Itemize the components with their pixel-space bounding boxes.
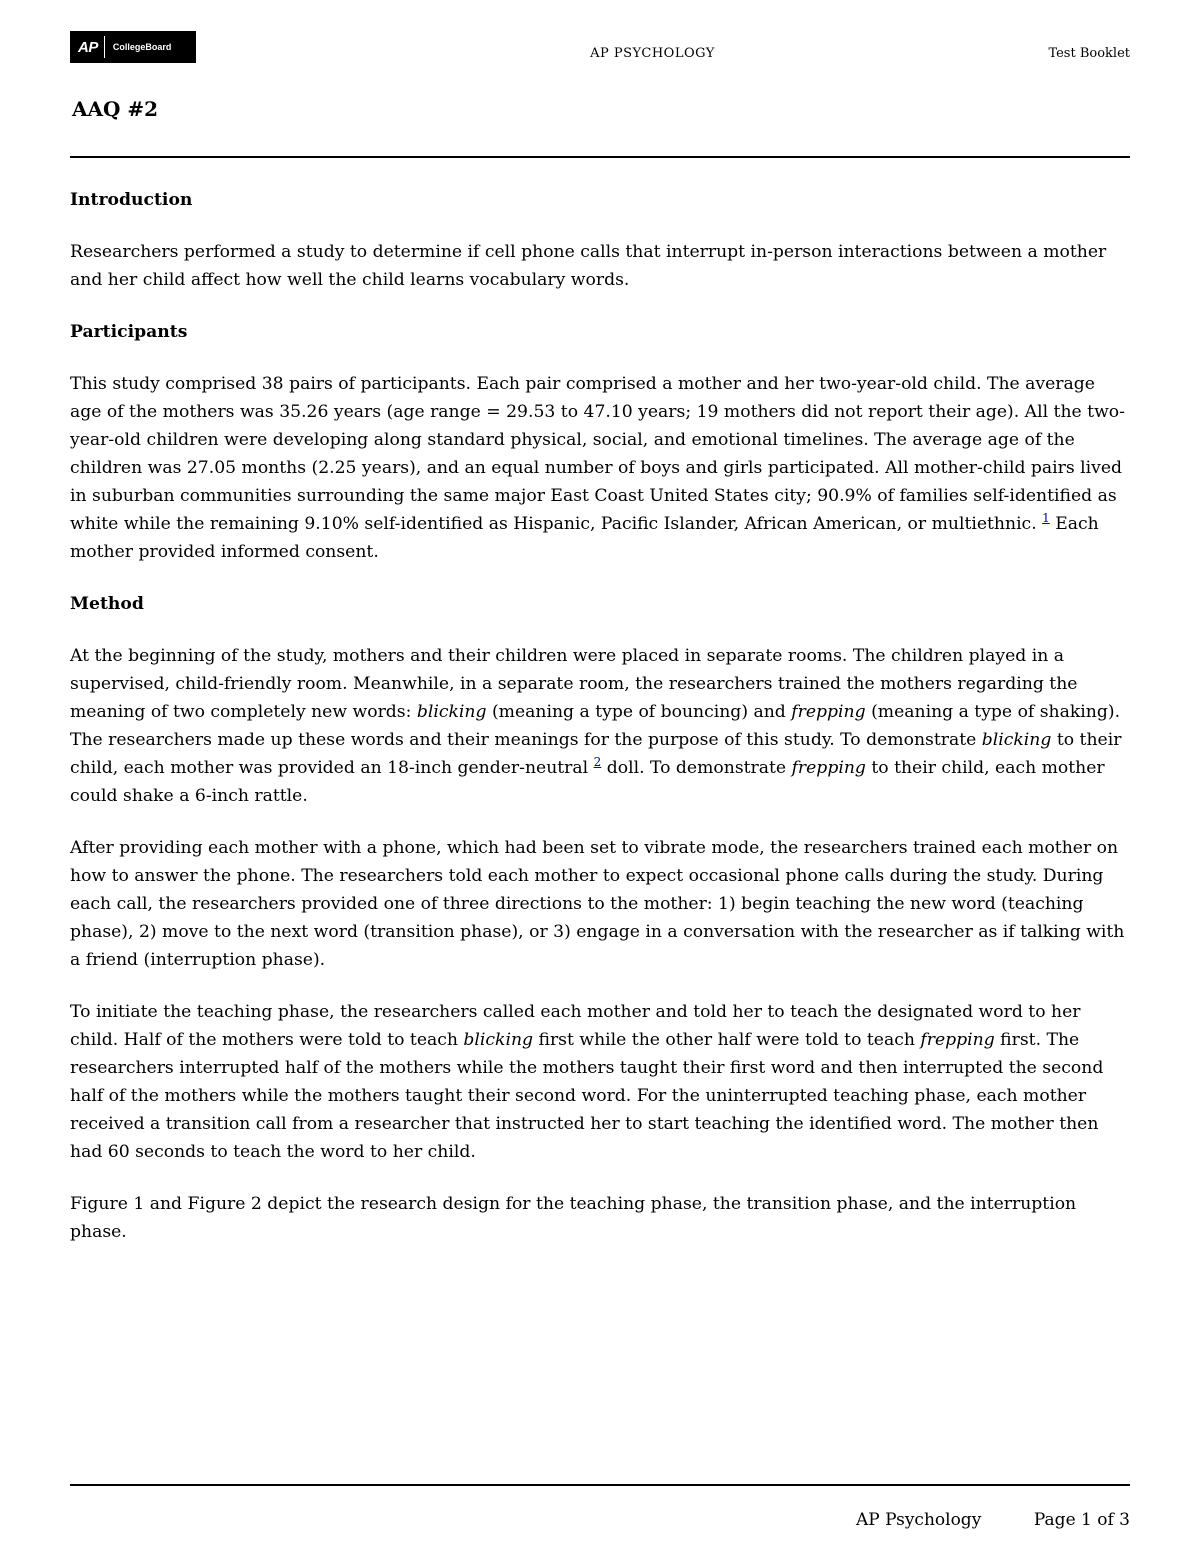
header-booklet-label: Test Booklet: [1048, 46, 1130, 61]
term-frepping: frepping: [791, 758, 866, 778]
participants-paragraph: [70, 370, 1130, 566]
term-blicking: blicking: [463, 1030, 534, 1050]
introduction-paragraph: Researchers performed a study to determine if cell phone calls that interrupt in-person interactions between a mother and her child affect how well the child learns vocabulary words.: [70, 242, 1107, 290]
participants-text-1: This study comprised 38 pairs of participants. Each pair comprised a mother and her two-year-old child. The average age of the mothers was 35.26 years (age range = 29.53 to 47.10 years; 19 mothers did not report their age). All the two-year-old children were developing along standard physical, social, and emotional timelines. The average age of the children was 27.05 months (2.25 years), and an equal number of boys and girls participated. All mother-child pairs lived in suburban communities surrounding the same major East Coast United States city; 90.9% of families self-identified as white while the remaining 9.10% self-identified as Hispanic, Pacific Islander, African American, or multiethnic.: [70, 374, 1125, 534]
method-text: At the beginning of the study, mothers and their children were placed in separate rooms. The children played in a supervised, child-friendly room. Meanwhile, in a separate room, the researchers trained the mothers regarding the meaning of two completely new words:: [70, 646, 1078, 722]
section-heading-method: Method: [70, 594, 144, 614]
header-subject: AP PSYCHOLOGY: [590, 46, 715, 61]
footer-subject: AP Psychology: [856, 1510, 982, 1530]
method-paragraph-1: [70, 642, 1130, 810]
participants-text-2: Each mother provided informed consent.: [70, 514, 1099, 562]
method-text: to their child, each mother was provided an 18-inch gender-neutral: [70, 730, 1122, 778]
method-text: To initiate the teaching phase, the researchers called each mother and told her to teach the designated word to her child. Half of the mothers were told to teach: [70, 1002, 1081, 1050]
document-body: [70, 186, 1130, 1270]
term-blicking: blicking: [981, 730, 1052, 750]
footnote-link-1[interactable]: 1: [1042, 511, 1050, 525]
method-text: first while the other half were told to teach: [538, 1030, 915, 1050]
section-heading-introduction: Introduction: [70, 190, 193, 210]
page-title: AAQ #2: [72, 97, 159, 121]
method-paragraph-4: Figure 1 and Figure 2 depict the research design for the teaching phase, the transition phase, and the interruption phase.: [70, 1194, 1077, 1242]
term-frepping: frepping: [791, 702, 866, 722]
section-heading-participants: Participants: [70, 322, 188, 342]
header-divider: [70, 156, 1130, 158]
method-text: to their child, each mother could shake a 6-inch rattle.: [70, 758, 1105, 806]
term-frepping: frepping: [920, 1030, 995, 1050]
footer-divider: [70, 1484, 1130, 1486]
ap-logo-mark: AP: [78, 38, 98, 56]
footnote-link-2[interactable]: 2: [593, 755, 602, 769]
method-text: (meaning a type of bouncing) and: [491, 702, 786, 722]
college-board-logo-text: CollegeBoard: [112, 42, 172, 52]
method-paragraph-3: [70, 998, 1130, 1166]
term-blicking: blicking: [416, 702, 487, 722]
method-text: first. The researchers interrupted half of the mothers while the mothers taught their first word and then interrupted the second half of the mothers while the mothers taught their second word. For the uninterrupted teaching phase, each mother received a transition call from a researcher that instructed her to start teaching the identified word. The mother then had 60 seconds to teach the word to her child.: [70, 1030, 1104, 1162]
method-text: doll. To demonstrate: [606, 758, 787, 778]
method-paragraph-2: After providing each mother with a phone, which had been set to vibrate mode, the researchers trained each mother on how to answer the phone. The researchers told each mother to expect occasional phone calls during the study. During each call, the researchers provided one of three directions to the mother: 1) begin teaching the new word (teaching phase), 2) move to the next word (transition phase), or 3) engage in a conversation with the researcher as if talking with a friend (interruption phase).: [70, 838, 1125, 970]
page-number: Page 1 of 3: [1033, 1510, 1130, 1530]
method-text: (meaning a type of shaking). The researchers made up these words and their meanings for the purpose of this study. To demonstrate: [70, 702, 1121, 750]
